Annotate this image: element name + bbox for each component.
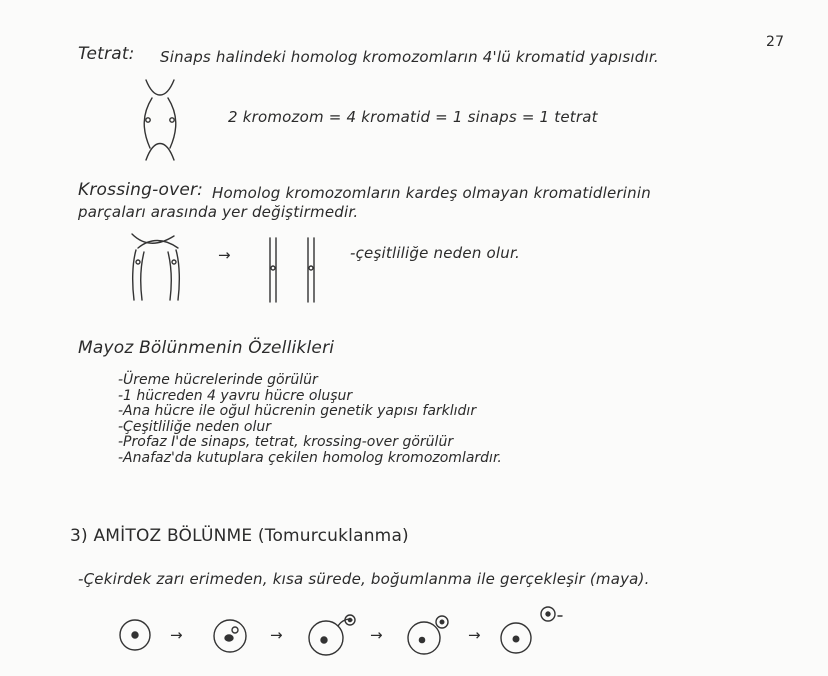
list-item: -1 hücreden 4 yavru hücre oluşur [118,387,353,404]
budding-arrow-2: → [270,626,283,644]
page-number: 27 [766,34,785,50]
crossing-over-arrow: → [218,246,231,264]
crossing-over-definition-2: parçaları arasında yer değiştirmedir. [78,203,359,221]
mayoz-title: Mayoz Bölünmenin Özellikleri [78,338,335,358]
budding-cell-2 [212,618,248,654]
list-item: -Anafaz'da kutuplara çekilen homolog kromozomlardır. [118,449,502,466]
budding-arrow-3: → [370,626,383,644]
crossing-over-note: -çeşitliliğe neden olur. [350,244,520,262]
tetrat-heading: Tetrat: [78,44,135,64]
tetrat-definition: Sinaps halindeki homolog kromozomların 4'lü kromatid yapısıdır. [160,48,659,66]
list-item: -Çeşitliliğe neden olur [118,418,272,435]
budding-cell-4 [404,612,454,658]
list-item: -Profaz I'de sinaps, tetrat, krossing-over görülür [118,434,454,450]
list-item: -Ana hücre ile oğul hücrenin genetik yapısı farklıdır [118,403,477,419]
budding-arrow-1: → [170,626,183,644]
budding-cell-3 [306,610,358,658]
chromatids-after-drawing [262,234,322,306]
crossing-over-drawing [128,232,186,304]
mayoz-features-list [118,372,502,465]
crossing-over-definition-1: Homolog kromozomların kardeş olmayan kromatidlerinin [212,184,651,202]
budding-arrow-4: → [468,626,481,644]
list-item: -Üreme hücrelerinde görülür [118,372,318,388]
crossing-over-heading: Krossing-over: [78,180,204,200]
budding-cell-5 [500,604,570,658]
tetrat-equation: 2 kromozom = 4 kromatid = 1 sinaps = 1 tetrat [228,108,598,126]
amitoz-description: -Çekirdek zarı erimeden, kısa sürede, boğumlanma ile gerçekleşir (maya). [78,570,650,588]
tetrat-drawing [140,78,180,163]
amitoz-title: 3) AMİTOZ BÖLÜNME (Tomurcuklanma) [70,526,409,546]
budding-cell-1 [118,618,152,652]
